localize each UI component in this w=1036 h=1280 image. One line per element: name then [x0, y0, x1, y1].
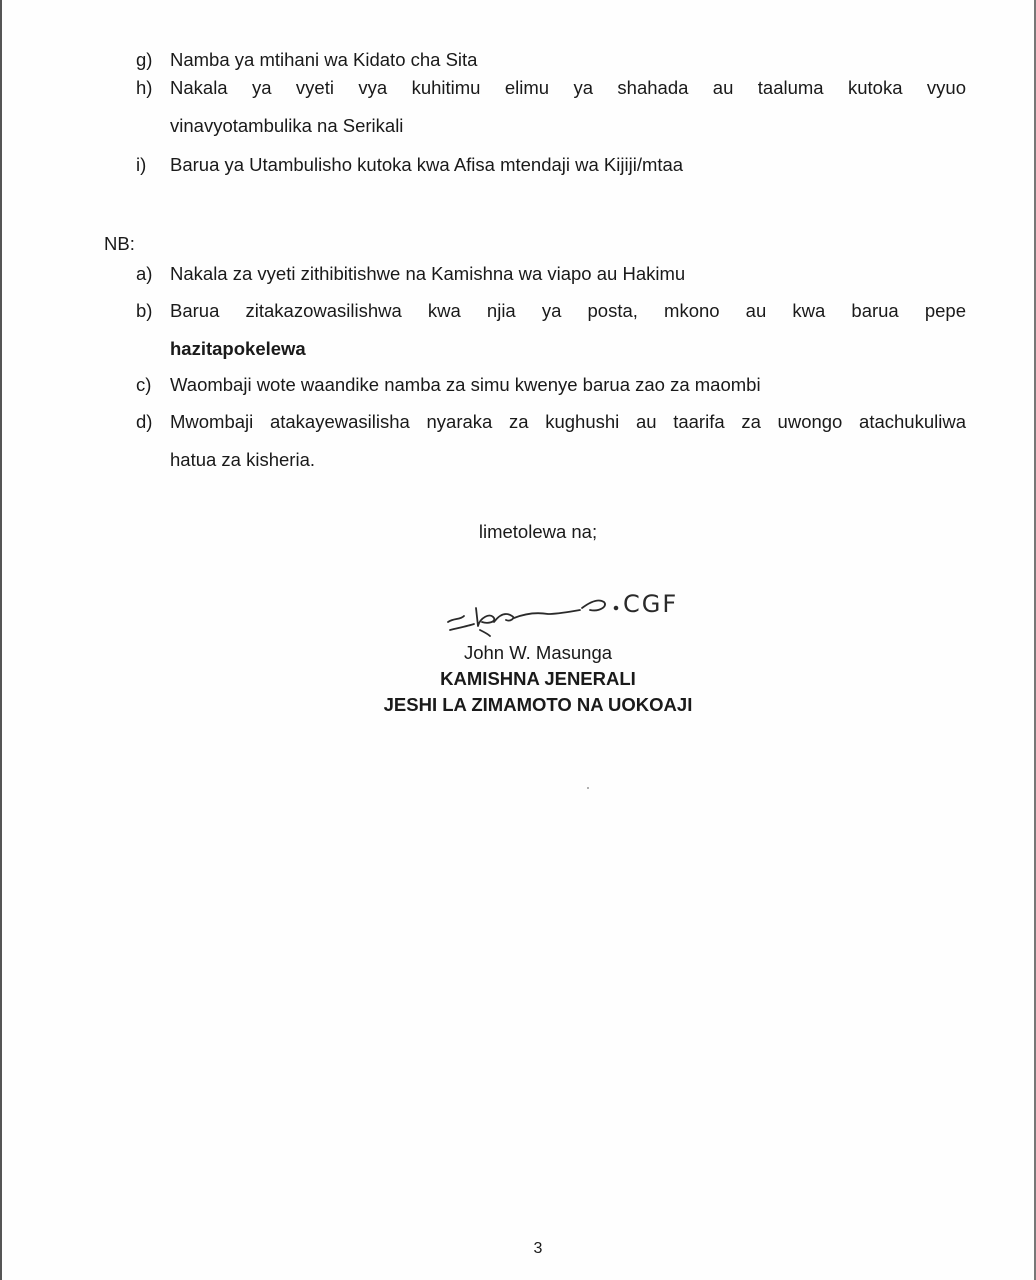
requirement-text-continued: vinavyotambulika na Serikali — [170, 115, 404, 136]
list-marker: b) — [136, 300, 153, 321]
list-marker: a) — [136, 263, 153, 284]
signature-initials: CGF — [623, 590, 679, 618]
note-item-c — [136, 366, 966, 404]
list-marker: h) — [136, 77, 153, 98]
nb-label: NB: — [104, 233, 135, 254]
note-item-d — [136, 403, 966, 479]
note-text-continued: hatua za kisheria. — [170, 449, 316, 470]
note-text: Barua zitakazowasilishwa kwa njia ya posta, mkono au kwa barua pepe — [170, 300, 966, 321]
note-text: Nakala za vyeti zithibitishwe na Kamishna wa viapo au Hakimu — [170, 263, 686, 284]
page-number: 3 — [533, 1240, 543, 1257]
signatory-name: John W. Masunga — [463, 642, 613, 663]
requirement-text: Nakala ya vyeti vya kuhitimu elimu ya shahada au taaluma kutoka vyuo — [170, 77, 966, 98]
note-item-b — [136, 292, 966, 368]
note-text-continued: hazitapokelewa — [170, 338, 306, 359]
requirement-item-i — [136, 146, 966, 184]
requirement-item-h — [136, 69, 966, 145]
note-text: Mwombaji atakayewasilisha nyaraka za kughushi au taarifa za uwongo atachukuliwa — [170, 411, 966, 432]
list-marker: c) — [136, 374, 152, 395]
signatory-title: KAMISHNA JENERALI — [440, 668, 636, 689]
list-marker: i) — [136, 154, 147, 175]
list-marker: d) — [136, 411, 153, 432]
requirement-text: Barua ya Utambulisho kutoka kwa Afisa mtendaji wa Kijiji/mtaa — [170, 154, 684, 175]
signatory-organization: JESHI LA ZIMAMOTO NA UOKOAJI — [383, 694, 693, 715]
list-marker: g) — [136, 49, 153, 70]
page-left-border — [0, 0, 2, 1280]
issued-by-label: limetolewa na; — [478, 521, 598, 542]
note-text: Waombaji wote waandike namba za simu kwenye barua zao za maombi — [170, 374, 761, 395]
handwritten-signature — [440, 578, 720, 648]
note-item-a — [136, 255, 966, 293]
requirement-text: Namba ya mtihani wa Kidato cha Sita — [170, 49, 478, 70]
scan-speck — [587, 787, 589, 789]
